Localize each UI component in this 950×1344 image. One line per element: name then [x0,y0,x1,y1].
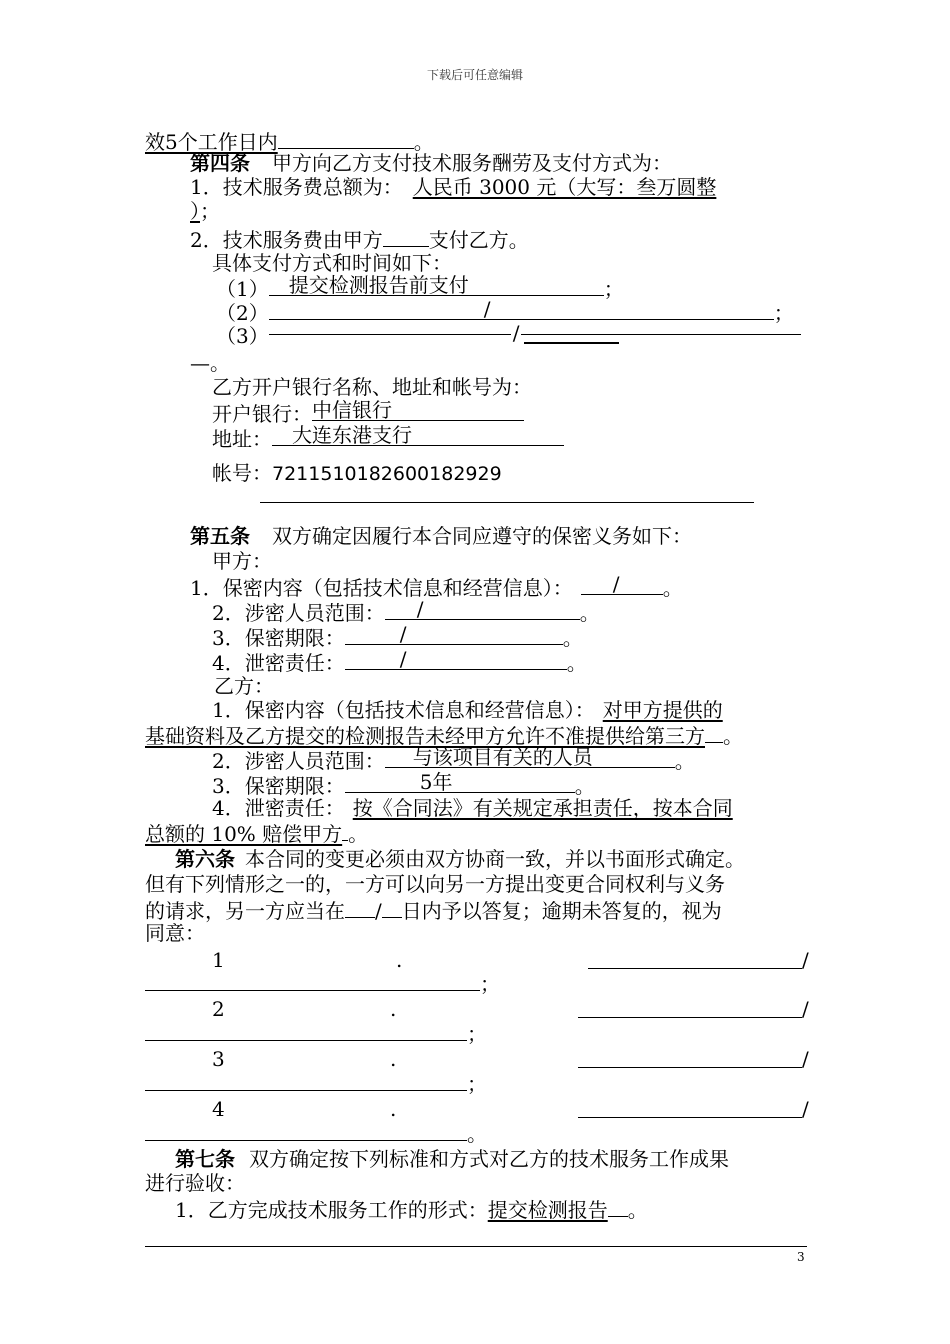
account-underline [260,502,754,503]
party-b-item-4-cont: 总额的 10% 赔偿甲方 。 [145,822,369,846]
payment-item-1: （1） 提交检测报告前支付 ； [216,273,624,301]
change-item-4-slash: / [802,1097,809,1121]
bank-address-line: 地址： 大连东港支行 [212,425,564,451]
payment-item-3-end: —。 [190,351,230,375]
article-7-title: 第七条 [175,1147,235,1171]
fee-total-cont: ）； [190,199,220,223]
article-4-title: 第四条 [190,151,250,175]
article-6-title: 第六条 [175,847,235,871]
change-item-4-num: 4 [212,1097,225,1121]
bank-account-value: 7211510182600182929 [272,463,502,485]
change-item-4-line [578,1117,802,1118]
change-item-3-dot: . [390,1047,397,1071]
party-a-label: 甲方： [212,549,272,573]
change-item-2-end: ； [467,1022,487,1046]
header-note: 下载后可任意编辑 [426,68,523,82]
change-item-1-slash: / [802,948,809,972]
change-item-3-line [578,1067,802,1068]
change-item-3-slash: / [802,1047,809,1071]
article-7-heading: 第七条 双方确定按下列标准和方式对乙方的技术服务工作成果 [175,1147,729,1171]
change-item-2-line-2 [145,1040,467,1041]
bank-account-line: 帐号：7211510182600182929 [212,461,502,485]
article-7-item-1: 1．乙方完成技术服务工作的形式：提交检测报告 。 [175,1198,648,1222]
change-item-2-num: 2 [212,997,225,1021]
article-5-heading [190,524,692,548]
party-b-item-3: 3．保密期限： 5年 。 [212,770,595,798]
party-b-item-1-cont: 基础资料及乙方提交的检测报告未经甲方允许不准提供给第三方 。 [145,724,743,748]
change-item-2-slash: / [802,997,809,1021]
party-b-item-4: 4．泄密责任： 按《合同法》有关规定承担责任，按本合同 [212,796,733,820]
party-b-item-1: 1．保密内容（包括技术信息和经营信息）： 对甲方提供的 [212,698,723,722]
change-item-4-line-2 [145,1140,467,1141]
article-6-line-3: 的请求，另一方应当在 / 日内予以答复；逾期未答复的，视为 [145,899,722,923]
party-b-label: 乙方： [214,674,274,698]
change-item-2-line [578,1017,802,1018]
change-item-3-end: ； [467,1072,487,1096]
party-a-item-4: 4．泄密责任： / 。 [212,647,587,675]
party-a-item-3: 3．保密期限： / 。 [212,622,583,650]
payment-item-3: （3） / [216,323,801,348]
article-5-title: 第五条 [190,524,250,548]
party-a-item-1: 1．保密内容（包括技术信息和经营信息）： / 。 [190,572,683,600]
change-item-3-num: 3 [212,1047,225,1071]
payment-item-2: （2） / ； [216,297,794,325]
article-6-line-2: 但有下列情形之一的，一方可以向另一方提出变更合同权利与义务 [145,872,725,896]
payment-detail-intro: 具体支付方式和时间如下： [212,251,452,275]
deadline-text: 效5个工作日内 [145,130,278,154]
change-item-1-line-2 [145,990,480,991]
bank-name-line: 开户银行： 中信银行 [212,400,524,426]
article-4-desc: 甲方向乙方支付技术服务酬劳及支付方式为： [272,151,672,175]
change-item-1-dot: . [396,948,403,972]
party-a-item-2: 2．涉密人员范围： / 。 [212,597,600,625]
continuation-line: 效5个工作日内 。 [145,130,434,154]
article-4-heading [190,151,672,175]
fee-payer-line: 2．技术服务费由甲方 支付乙方。 [190,228,529,252]
change-item-3-line-2 [145,1090,467,1091]
article-6-line-4: 同意： [145,921,205,945]
change-item-1-num: 1 [212,948,225,972]
deliverable-form-value: 提交检测报告 [487,1198,608,1222]
page-number: 3 [797,1250,805,1264]
party-b-item-2: 2．涉密人员范围： 与该项目有关的人员 。 [212,745,695,773]
change-item-1-end: ； [480,972,500,996]
article-5-desc: 双方确定因履行本合同应遵守的保密义务如下： [272,524,692,548]
article-7-line-2: 进行验收： [145,1171,245,1195]
bank-name-value: 中信银行 [312,398,392,422]
footer-rule [145,1246,807,1247]
change-item-1-line [588,968,802,969]
bank-address-value: 大连东港支行 [292,423,412,447]
article-6-heading: 第六条 本合同的变更必须由双方协商一致，并以书面形式确定。 [175,847,745,871]
change-item-4-dot: . [390,1097,397,1121]
bank-intro: 乙方开户银行名称、地址和帐号为： [212,375,532,399]
fee-total-value: 人民币 3000 元（大写：叁万圆整 [412,175,717,199]
change-item-2-dot: . [390,997,397,1021]
change-item-4-end: 。 [467,1122,487,1146]
fee-total-line: 1．技术服务费总额为： 人民币 3000 元（大写：叁万圆整 [190,175,717,199]
